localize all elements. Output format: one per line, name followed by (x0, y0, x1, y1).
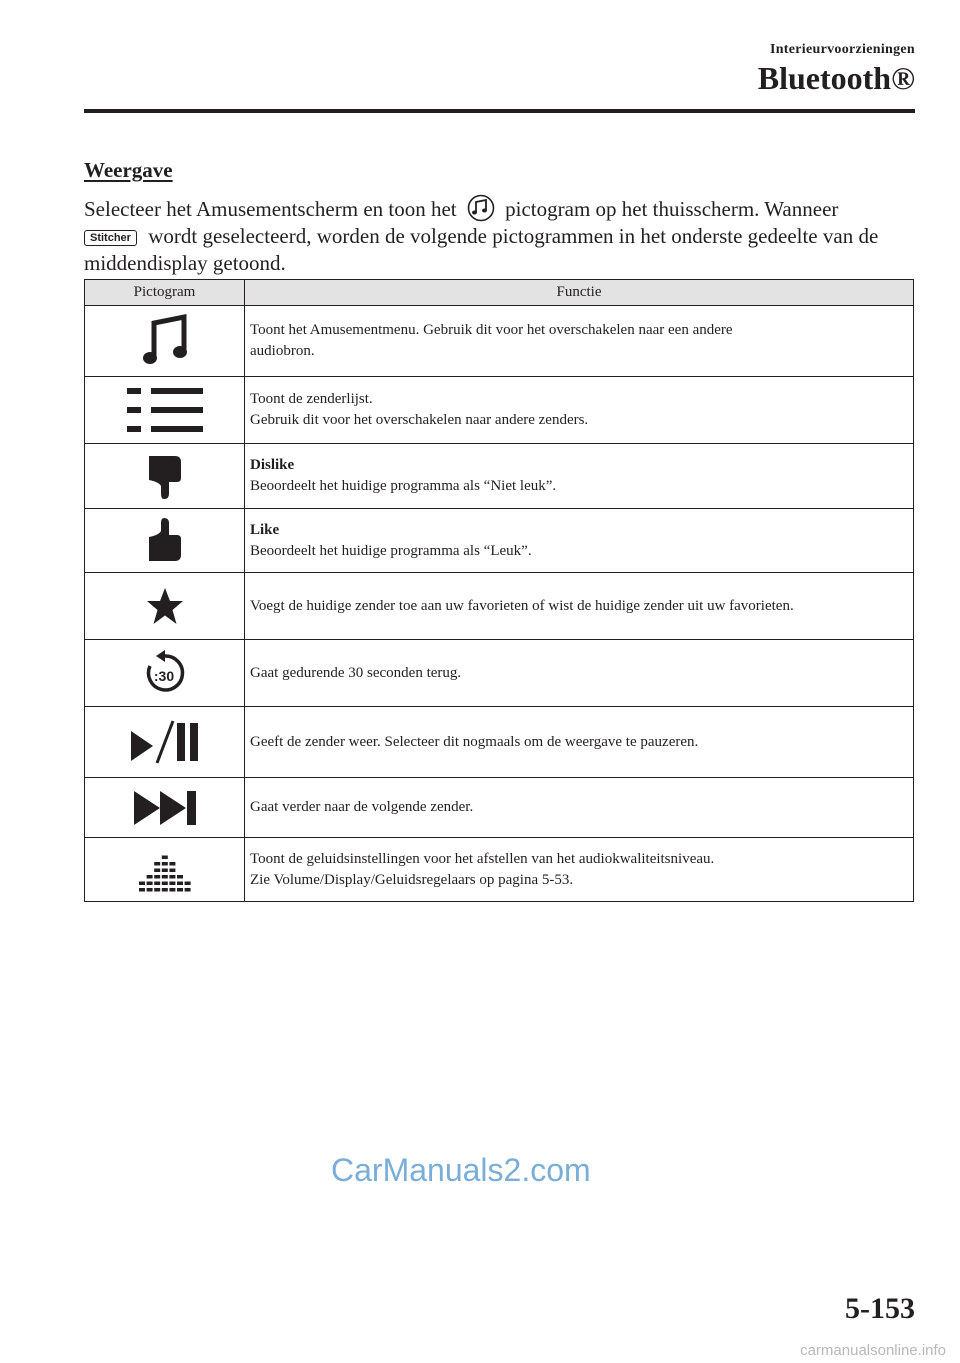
equalizer-segment (139, 888, 145, 892)
icon-cell (85, 838, 245, 902)
section-title: Interieurvoorzieningen (769, 42, 915, 57)
description-cell (245, 707, 914, 778)
skip-next-icon (132, 789, 198, 827)
equalizer-segment (177, 888, 183, 892)
rewind-30-label: :30 (153, 668, 174, 684)
description-line: Gaat verder naar de volgende zender. (250, 799, 474, 815)
icon-cell (85, 640, 245, 707)
table-row (85, 377, 914, 444)
thumbs-up-icon (145, 517, 185, 565)
section-heading: Weergave (84, 158, 173, 182)
intro-text-3: wordt geselecteerd, worden de volgende pictogrammen in het onderste gedeelte van de middendisplay getoond. (84, 224, 879, 275)
description-line: Geeft de zender weer. Selecteer dit nogmaals om de weergave te pauzeren. (250, 733, 699, 750)
description-line: Gaat gedurende 30 seconden terug. (250, 664, 462, 681)
equalizer-segment (154, 875, 160, 879)
star-icon (145, 586, 185, 626)
equalizer-segment (161, 868, 167, 872)
description-line: Toont het Amusementmenu. Gebruik dit voor het overschakelen naar een andere (250, 322, 733, 338)
intro-text-2: pictogram op het thuisscherm. Wanneer (505, 197, 839, 221)
equalizer-segment (161, 875, 167, 879)
equalizer-segment (161, 862, 167, 866)
page-title: Bluetooth® (757, 60, 915, 96)
footer-link[interactable]: carmanualsonline.info (800, 1342, 946, 1359)
table-row (85, 573, 914, 640)
music-note-icon (140, 313, 190, 369)
icon-cell (85, 509, 245, 573)
description-cell (245, 509, 914, 573)
description-line: Beoordeelt het huidige programma als “Leuk”. (250, 542, 532, 559)
header-divider (84, 109, 915, 113)
description-cell (245, 640, 914, 707)
equalizer-segment (169, 862, 175, 866)
watermark: CarManuals2.com (331, 1152, 591, 1188)
icon-cell (85, 573, 245, 640)
equalizer-segment (184, 888, 190, 892)
stitcher-badge: Stitcher (84, 230, 137, 246)
equalizer-segment (154, 888, 160, 892)
equalizer-segment (146, 888, 152, 892)
description-cell (245, 573, 914, 640)
description-line: audiobron. (250, 343, 315, 359)
icon-cell (85, 377, 245, 444)
play-pause-icon (129, 719, 201, 765)
description-line: Toont de geluidsinstellingen voor het afstellen van het audiokwaliteitsniveau. (250, 850, 715, 867)
equalizer-segment (169, 868, 175, 872)
equalizer-segment (169, 881, 175, 885)
equalizer-icon (137, 848, 193, 892)
row-title: Dislike (250, 457, 295, 473)
equalizer-segment (154, 862, 160, 866)
description-line: Zie Volume/Display/Geluidsregelaars op pagina 5-53. (250, 871, 574, 888)
pictogram-table (84, 279, 914, 902)
description-cell (245, 306, 914, 377)
description-line: Beoordeelt het huidige programma als “Niet leuk”. (250, 478, 557, 494)
equalizer-segment (154, 881, 160, 885)
table-row (85, 778, 914, 838)
description-line: Gebruik dit voor het overschakelen naar andere zenders. (250, 412, 589, 428)
equalizer-segment (161, 888, 167, 892)
equalizer-segment (146, 875, 152, 879)
table-row (85, 306, 914, 377)
equalizer-segment (154, 868, 160, 872)
thumbs-down-icon (145, 452, 185, 500)
rewind-30-icon (142, 650, 188, 696)
icon-cell (85, 707, 245, 778)
page-number: 5-153 (845, 1292, 915, 1325)
description-cell (245, 778, 914, 838)
equalizer-segment (161, 855, 167, 859)
icon-cell (85, 444, 245, 509)
equalizer-segment (177, 875, 183, 879)
equalizer-segment (184, 881, 190, 885)
table-row (85, 838, 914, 902)
table-row (85, 640, 914, 707)
description-cell (245, 377, 914, 444)
column-header-functie: Functie (245, 280, 914, 306)
table-header-row (85, 280, 914, 306)
equalizer-segment (177, 881, 183, 885)
icon-cell (85, 778, 245, 838)
column-header-pictogram: Pictogram (85, 280, 245, 306)
list-icon (125, 385, 205, 435)
intro-paragraph (84, 194, 924, 277)
description-line: Toont de zenderlijst. (250, 391, 373, 407)
equalizer-segment (146, 881, 152, 885)
equalizer-segment (139, 881, 145, 885)
intro-text-1: Selecteer het Amusementscherm en toon het (84, 197, 457, 221)
equalizer-segment (169, 875, 175, 879)
icon-cell (85, 306, 245, 377)
equalizer-segment (161, 881, 167, 885)
description-line: Voegt de huidige zender toe aan uw favorieten of wist de huidige zender uit uw favorieten. (250, 597, 794, 614)
table-row (85, 444, 914, 509)
description-cell (245, 838, 914, 902)
table-row (85, 707, 914, 778)
table-row (85, 509, 914, 573)
equalizer-segment (169, 888, 175, 892)
music-circle-icon (464, 194, 498, 222)
row-title: Like (250, 521, 280, 538)
description-cell (245, 444, 914, 509)
